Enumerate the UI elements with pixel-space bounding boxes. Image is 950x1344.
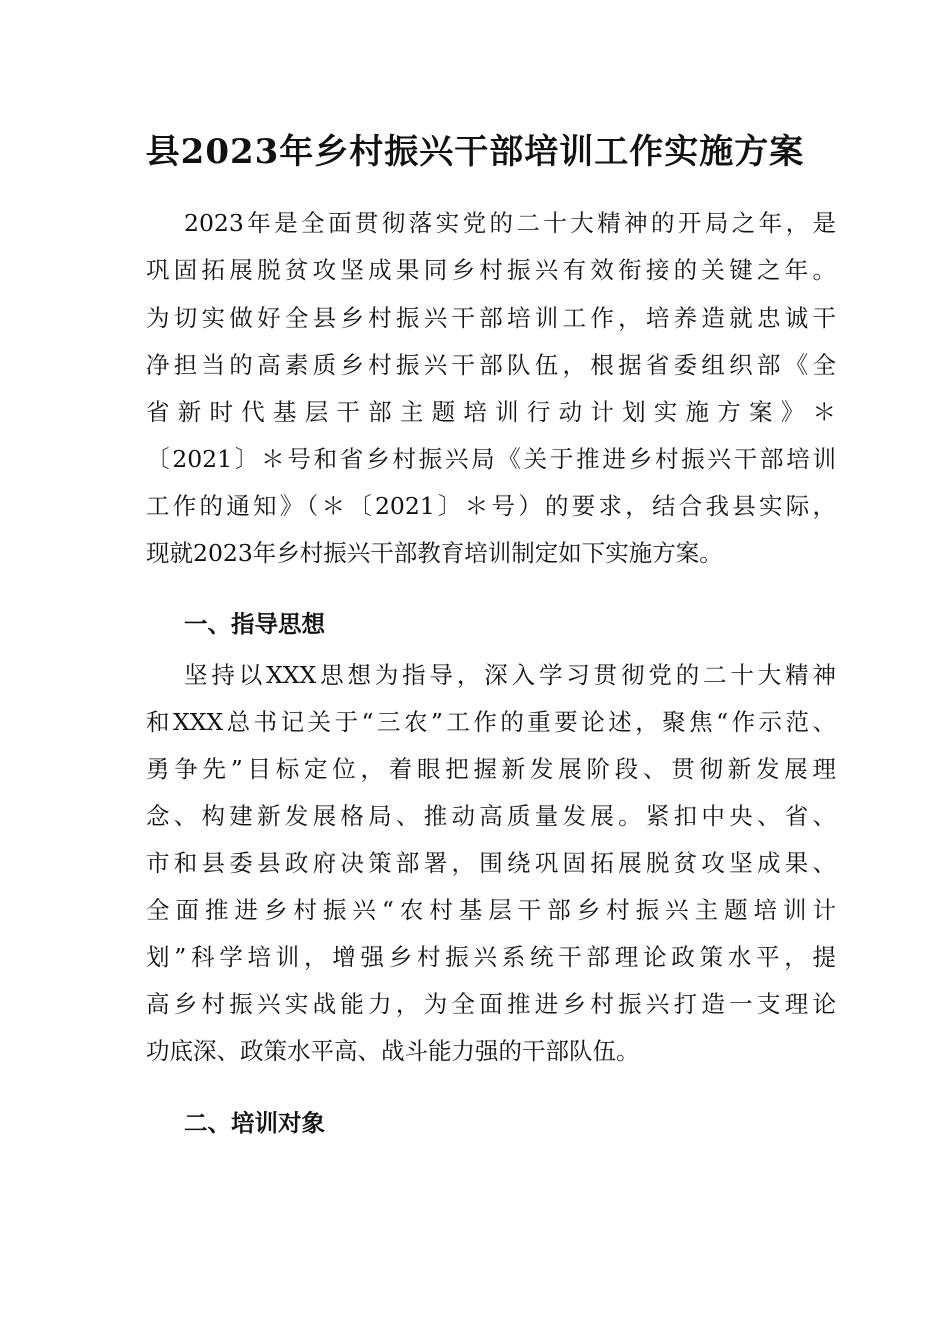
intro-line-7: 工作的通知》（＊〔2021〕＊号）的要求，结合我县实际， xyxy=(146,492,836,520)
section1-line-2: 和XXX总书记关于“三农”工作的重要论述，聚焦“作示范、 xyxy=(146,708,836,736)
intro-line-1: 2023年是全面贯彻落实党的二十大精神的开局之年，是 xyxy=(184,209,836,237)
intro-line-3: 为切实做好全县乡村振兴干部培训工作，培养造就忠诚干 xyxy=(146,304,836,332)
section1-line-8: 高乡村振兴实战能力，为全面推进乡村振兴打造一支理论 xyxy=(146,990,836,1018)
intro-line-8: 现就2023年乡村振兴干部教育培训制定如下实施方案。 xyxy=(146,539,723,567)
intro-line-2: 巩固拓展脱贫攻坚成果同乡村振兴有效衔接的关键之年。 xyxy=(146,256,836,284)
section1-line-6: 全面推进乡村振兴“农村基层干部乡村振兴主题培训计 xyxy=(146,896,836,924)
section1-line-7: 划”科学培训，增强乡村振兴系统干部理论政策水平，提 xyxy=(146,943,836,971)
intro-line-6: 〔2021〕＊号和省乡村振兴局《关于推进乡村振兴干部培训 xyxy=(146,445,836,473)
section1-line-9: 功底深、政策水平高、战斗能力强的干部队伍。 xyxy=(146,1037,640,1065)
section-heading-training-targets: 二、培训对象 xyxy=(184,1109,325,1137)
section1-line-3: 勇争先”目标定位，着眼把握新发展阶段、贯彻新发展理 xyxy=(146,755,836,783)
intro-line-5: 省新时代基层干部主题培训行动计划实施方案》＊ xyxy=(146,398,836,426)
section1-line-5: 市和县委县政府决策部署，围绕巩固拓展脱贫攻坚成果、 xyxy=(146,849,836,877)
intro-line-4: 净担当的高素质乡村振兴干部队伍，根据省委组织部《全 xyxy=(146,351,836,379)
section1-line-1: 坚持以XXX思想为指导，深入学习贯彻党的二十大精神 xyxy=(184,661,836,689)
section-heading-guiding-ideology: 一、指导思想 xyxy=(184,610,325,638)
section1-line-4: 念、构建新发展格局、推动高质量发展。紧扣中央、省、 xyxy=(146,802,836,830)
document-title: 县2023年乡村振兴干部培训工作实施方案 xyxy=(145,132,805,172)
